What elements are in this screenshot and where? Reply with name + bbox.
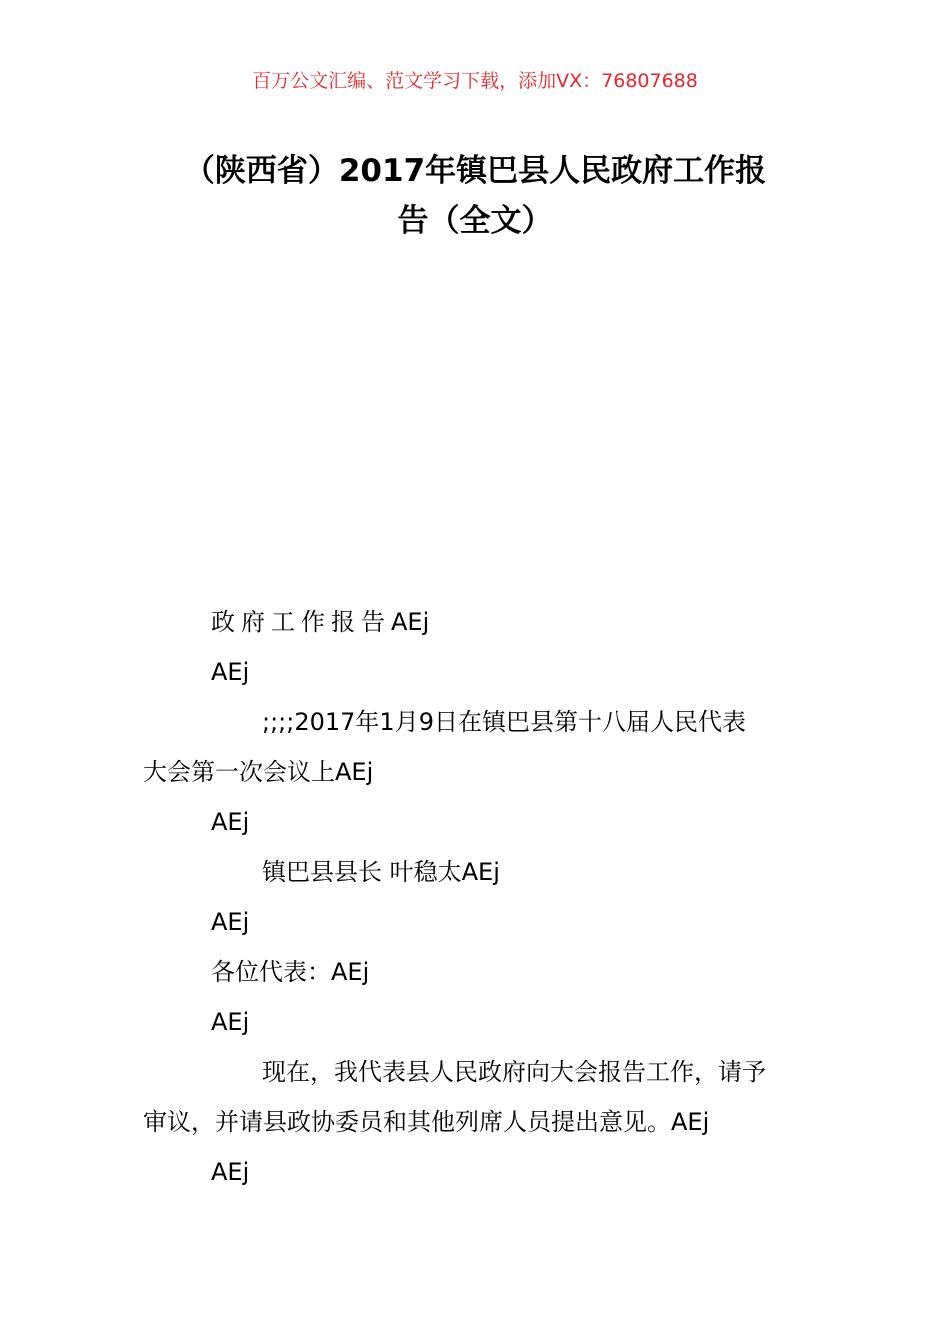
- document-body: [143, 597, 808, 1197]
- marker-line: AEj: [211, 908, 250, 936]
- date-line-2: 大会第一次会议上AEj: [143, 758, 374, 786]
- header-note: 百万公文汇编、范文学习下载，添加VX：76807688: [252, 70, 698, 92]
- marker-line: AEj: [211, 1008, 250, 1036]
- date-line-1: ;;;;2017年1月9日在镇巴县第十八届人民代表: [262, 708, 746, 736]
- speaker-line: 镇巴县县长 叶稳太AEj: [262, 858, 500, 886]
- document-title-line-2: 告（全文）: [397, 203, 553, 239]
- marker-line: AEj: [211, 808, 250, 836]
- report-heading: [143, 597, 808, 647]
- marker-line: AEj: [211, 1158, 250, 1186]
- paragraph-1-line-1: 现在，我代表县人民政府向大会报告工作，请予: [262, 1058, 766, 1086]
- paragraph-1-line-2: 审议，并请县政协委员和其他列席人员提出意见。AEj: [143, 1108, 710, 1136]
- document-title-line-1: （陕西省）2017年镇巴县人民政府工作报: [183, 153, 767, 189]
- report-heading-suffix: AEj: [391, 608, 430, 636]
- salutation-line: 各位代表：AEj: [211, 958, 370, 986]
- document-title: [120, 146, 830, 246]
- report-heading-text: 政府工作报告: [211, 608, 391, 636]
- marker-line: AEj: [211, 658, 250, 686]
